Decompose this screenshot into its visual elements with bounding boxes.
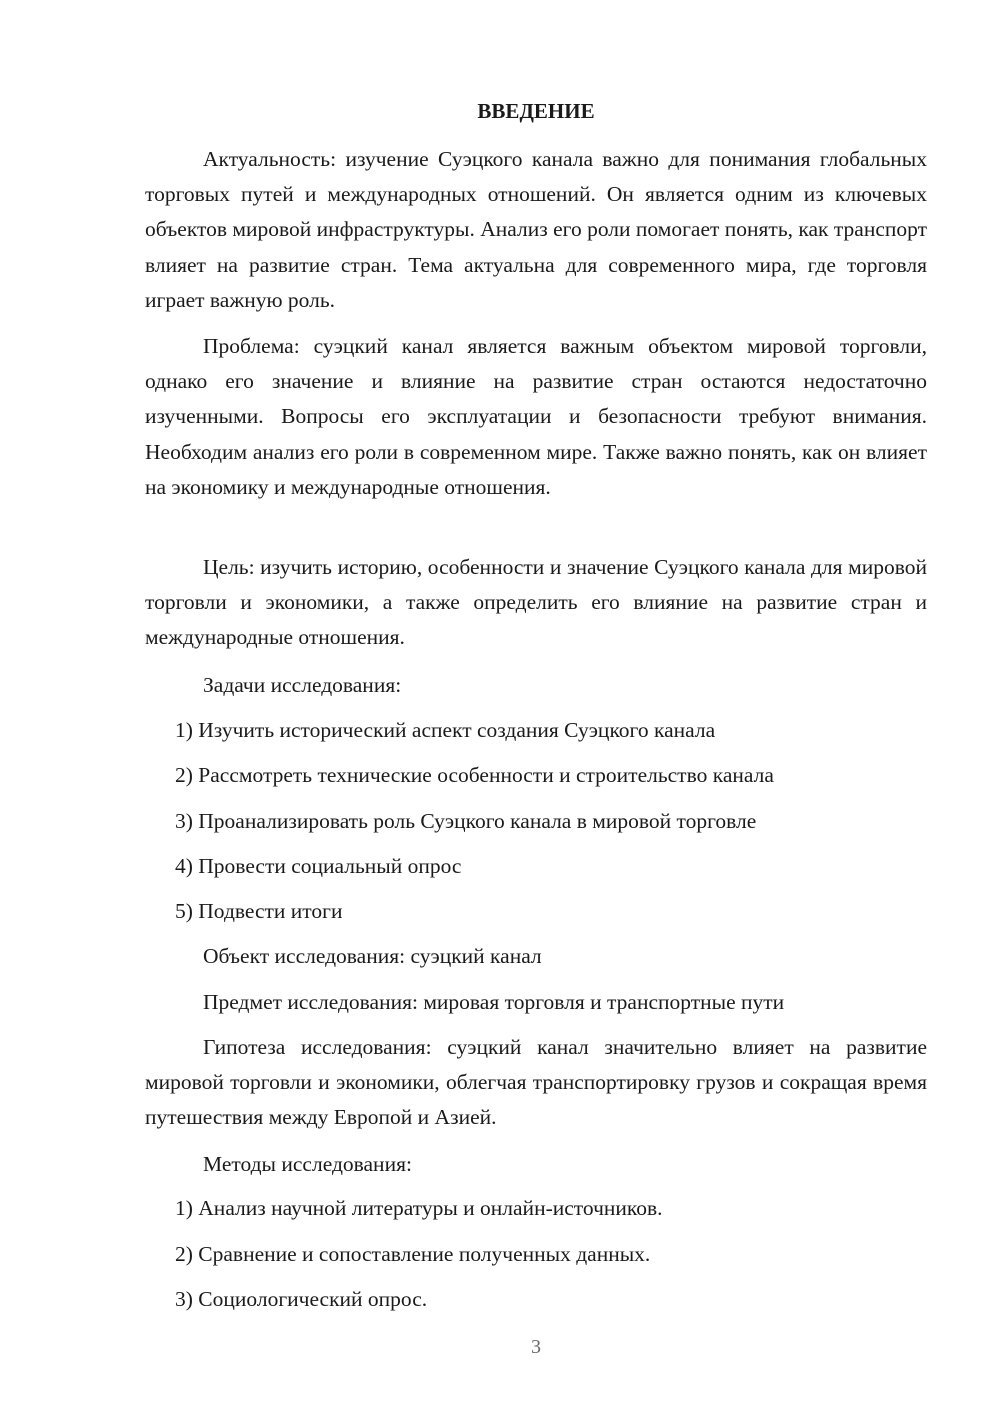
paragraph-problem: Проблема: суэцкий канал является важным объектом мировой торговли, однако его значение и влияние на развитие стран остаются недостаточно изученными. Вопросы его эксплуатации и безопасности требуют внимания. Необходим анализ его роли в современном мире. Также важно понять, как он влияет на экономику и международные отношения.	[145, 334, 927, 499]
paragraph-relevance: Актуальность: изучение Суэцкого канала важно для понимания глобальных торговых путей и международных отношений. Он является одним из ключевых объектов мировой инфраструктуры. Анализ его роли помогает понять, как транспорт влияет на развитие стран. Тема актуальна для современного мира, где торговля играет важную роль.	[145, 147, 927, 312]
paragraph-hypothesis: Гипотеза исследования: суэцкий канал значительно влияет на развитие мировой торговли и экономики, облегчая транспортировку грузов и сокращая время путешествия между Европой и Азией.	[145, 1035, 927, 1130]
methods-heading: Методы исследования:	[203, 1152, 412, 1176]
section-title: ВВЕДЕНИЕ	[477, 99, 595, 123]
paragraph-goal: Цель: изучить историю, особенности и значение Суэцкого канала для мировой торговли и экономики, а также определить его влияние на развитие стран и международные отношения.	[145, 555, 927, 650]
research-object: Объект исследования: суэцкий канал	[203, 944, 542, 968]
document-page	[145, 0, 927, 1414]
method-item: 1) Анализ научной литературы и онлайн-источников.	[175, 1196, 663, 1220]
tasks-heading: Задачи исследования:	[203, 673, 402, 697]
method-item: 2) Сравнение и сопоставление полученных данных.	[175, 1242, 651, 1266]
task-item: 2) Рассмотреть технические особенности и строительство канала	[175, 763, 774, 787]
task-item: 1) Изучить исторический аспект создания Суэцкого канала	[175, 718, 716, 742]
task-item: 5) Подвести итоги	[175, 899, 343, 923]
task-item: 4) Провести социальный опрос	[175, 854, 462, 878]
page-number: 3	[531, 1336, 541, 1358]
research-subject: Предмет исследования: мировая торговля и транспортные пути	[203, 990, 785, 1014]
task-item: 3) Проанализировать роль Суэцкого канала в мировой торговле	[175, 809, 757, 833]
method-item: 3) Социологический опрос.	[175, 1287, 428, 1311]
